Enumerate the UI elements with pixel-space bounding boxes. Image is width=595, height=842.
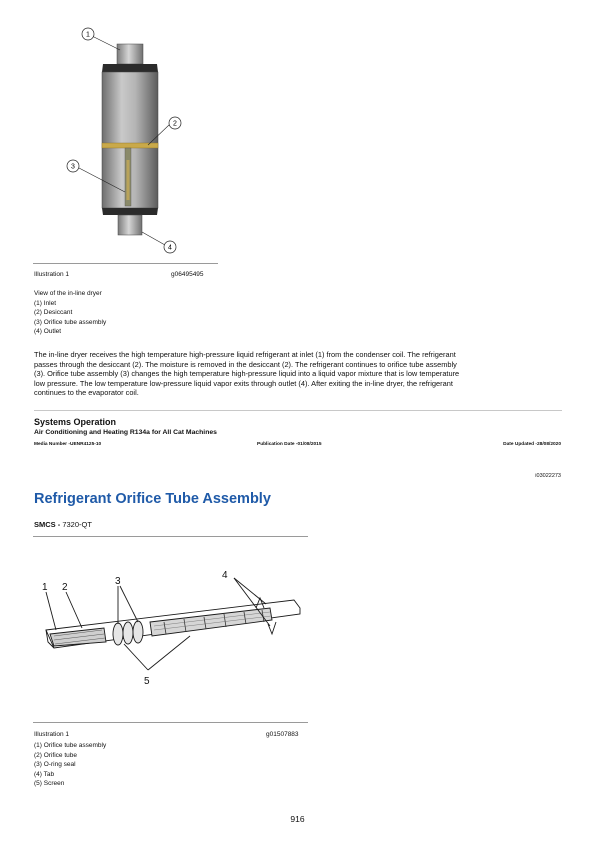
- callout-5-label: 5: [144, 676, 150, 687]
- document-subtitle: Air Conditioning and Heating R134a for All Cat Machines: [34, 429, 217, 436]
- callout-3-label: 3: [115, 576, 121, 587]
- section-heading: Systems Operation: [34, 417, 117, 427]
- caption-line: (4) Tab: [34, 770, 55, 778]
- paragraph-line: continues to the evaporator coil.: [34, 388, 139, 398]
- paragraph-line: The in-line dryer receives the high temperature high-pressure liquid refrigerant at inlet (1) from the condenser coil. The refrigerant: [34, 350, 456, 359]
- caption-line: (3) O-ring seal: [34, 761, 76, 768]
- page-number: 916: [290, 814, 305, 824]
- figure1-caption-rule: [33, 263, 218, 264]
- figure2-caption-rule: [33, 722, 308, 723]
- smcs-label: SMCS -: [34, 520, 61, 529]
- paragraph-line: passes through the desiccant (2). The moisture is removed in the desiccant (2). The refrigerant continues to orifice tube assembly: [34, 359, 457, 369]
- caption-line: (1) Inlet: [34, 299, 57, 307]
- figure1-caption-list: [34, 289, 106, 337]
- date-updated: Date Updated -28/08/2020: [503, 442, 561, 447]
- document-id: i03022273: [535, 473, 561, 479]
- smcs-rule: [33, 536, 308, 537]
- paragraph-line: (3). Orifice tube assembly (3) changes the high temperature high-pressure liquid into a liquid vapor mixture that is low temperature: [34, 369, 460, 379]
- paragraph-line: low pressure. The low temperature low-pressure liquid vapor exits through outlet (4). After exiting the in-line dryer, the refrigerant: [34, 378, 453, 388]
- figure2-caption-list: [34, 741, 106, 789]
- callout-3-label: 3: [71, 163, 75, 171]
- caption-line: (5) Screen: [34, 780, 65, 787]
- description-paragraph: [34, 350, 564, 398]
- media-number: Media Number -UENR4125-10: [34, 442, 102, 447]
- callout-4-label: 4: [222, 570, 228, 581]
- section-rule: [34, 410, 562, 411]
- caption-line: View of the in-line dryer: [34, 290, 102, 297]
- article-title: Refrigerant Orifice Tube Assembly: [34, 491, 271, 507]
- figure2-caption-label: Illustration 1: [34, 731, 70, 738]
- dryer-illustration: [30, 22, 230, 260]
- callout-2-label: 2: [62, 582, 68, 593]
- publication-date: Publication Date -01/08/2015: [257, 442, 322, 447]
- caption-line: (3) Orifice tube assembly: [34, 318, 107, 326]
- callout-4-label: 4: [168, 244, 172, 252]
- figure1-caption-code: g06495495: [171, 271, 204, 278]
- callout-1-label: 1: [86, 31, 90, 39]
- callout-2-label: 2: [173, 120, 177, 128]
- caption-line: (2) Desiccant: [34, 309, 73, 316]
- smcs-code: [34, 520, 92, 529]
- caption-line: (1) Orifice tube assembly: [34, 742, 107, 749]
- figure1-caption-label: Illustration 1: [34, 271, 70, 278]
- caption-line: (4) Outlet: [34, 328, 62, 335]
- caption-line: (2) Orifice tube: [34, 751, 77, 759]
- figure2-caption-code: g01507883: [266, 731, 299, 738]
- orifice-tube-illustration: [34, 562, 314, 692]
- callout-1-label: 1: [42, 582, 48, 593]
- smcs-value: 7320-QT: [62, 520, 92, 529]
